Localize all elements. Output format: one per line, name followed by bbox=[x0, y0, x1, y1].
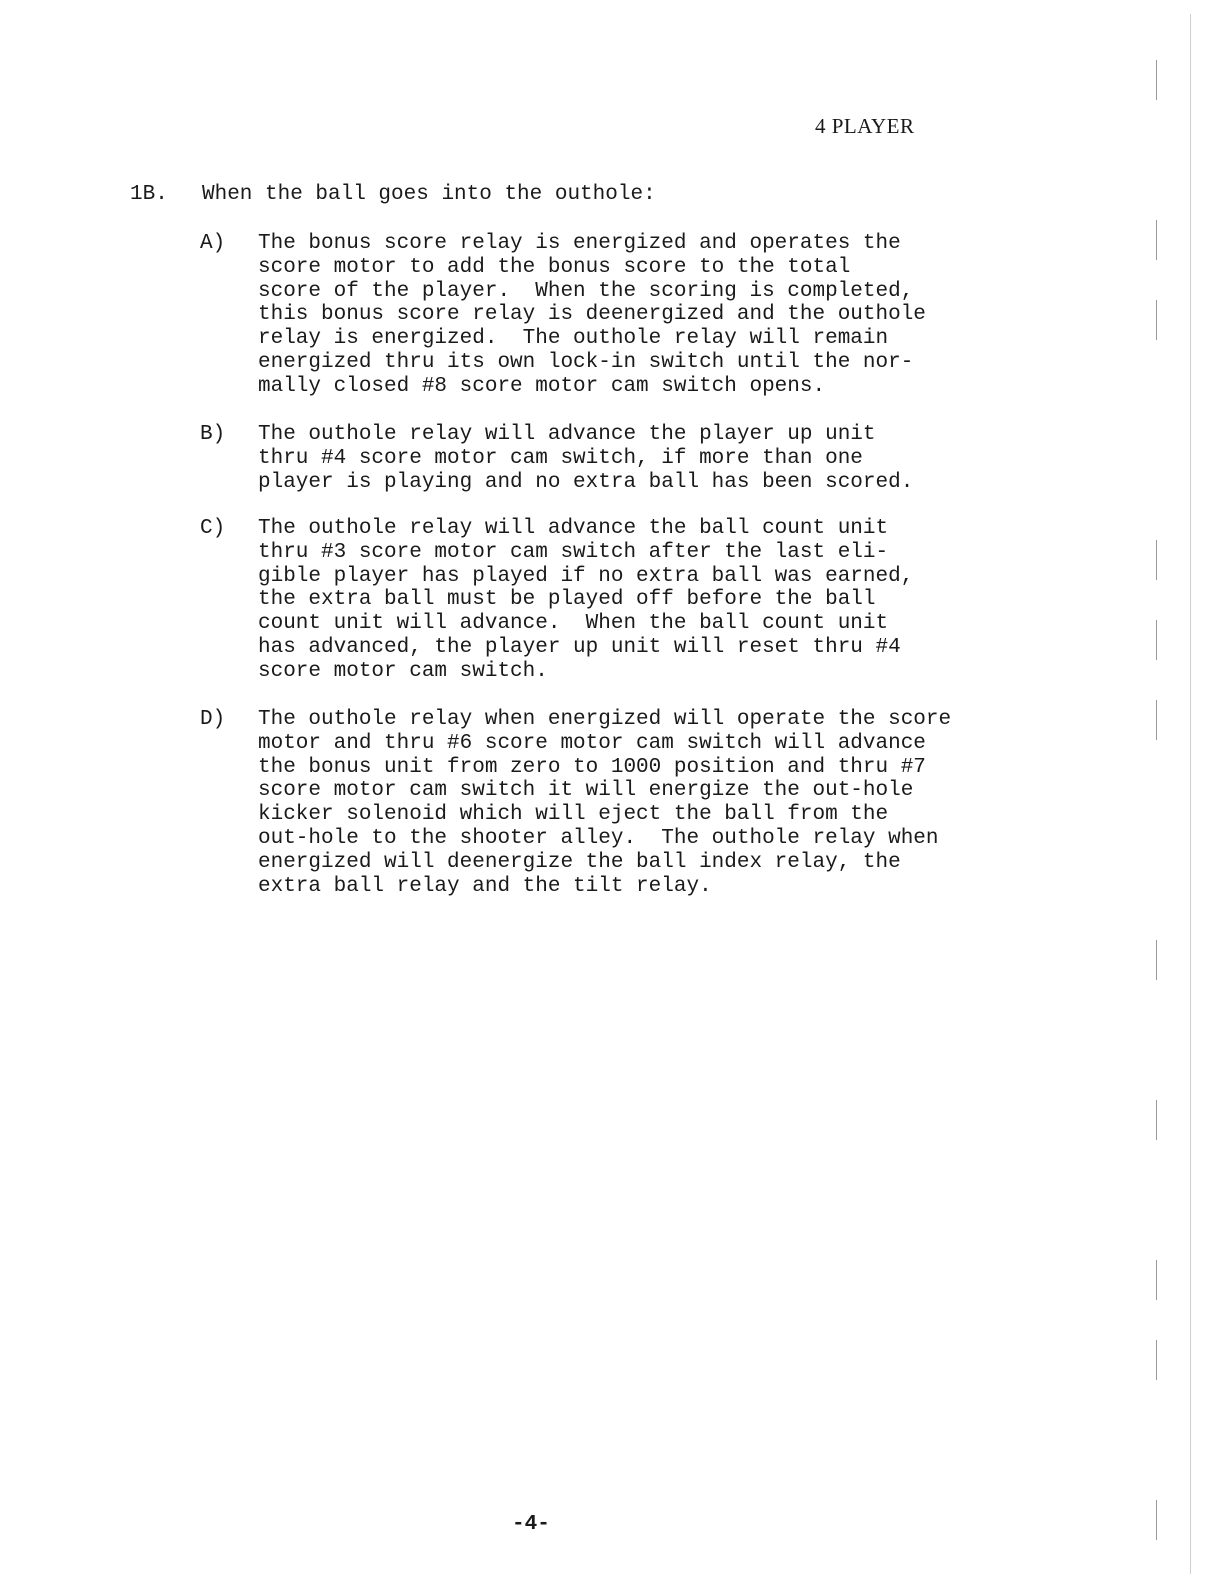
scan-mark bbox=[1156, 300, 1157, 340]
scan-mark bbox=[1156, 620, 1157, 660]
scan-mark bbox=[1156, 1100, 1157, 1140]
item-label: C) bbox=[200, 517, 226, 540]
scan-mark bbox=[1156, 1260, 1157, 1300]
item-label: A) bbox=[200, 232, 226, 255]
scan-mark bbox=[1156, 60, 1157, 100]
section-number: 1B. bbox=[130, 183, 168, 206]
item-text: The bonus score relay is energized and operates the score motor to add the bonus score to the total score of the player. When the scoring is completed, this bonus score relay is deenergized and the outhole relay is energized. The outhole relay will remain energized thru its own lock-in switch until the nor- mally closed #8 score motor cam switch opens. bbox=[258, 232, 926, 398]
scan-edge-line bbox=[1190, 14, 1191, 1574]
item-label: D) bbox=[200, 708, 226, 731]
scan-mark bbox=[1156, 540, 1157, 580]
item-label: B) bbox=[200, 423, 226, 446]
item-text: The outhole relay will advance the ball count unit thru #3 score motor cam switch after the last eli- gible player has played if no extra ball was earned, the extra ball must be played off before the ball count unit will advance. When the ball count unit has advanced, the player up unit will reset thru #4 score motor cam switch. bbox=[258, 517, 914, 683]
scan-mark bbox=[1156, 1340, 1157, 1380]
page-header: 4 PLAYER bbox=[815, 114, 915, 138]
item-text: The outhole relay when energized will operate the score motor and thru #6 score motor cam switch will advance the bonus unit from zero to 1000 position and thru #7 score motor cam switch it will energize the out-hole kicker solenoid which will eject the ball from the out-hole to the shooter alley. The outhole relay when energized will deenergize the ball index relay, the extra ball relay and the tilt relay. bbox=[258, 708, 952, 898]
scan-mark bbox=[1156, 220, 1157, 260]
section-heading: When the ball goes into the outhole: bbox=[202, 183, 656, 206]
scan-mark bbox=[1156, 1500, 1157, 1540]
scan-mark bbox=[1156, 940, 1157, 980]
item-text: The outhole relay will advance the player up unit thru #4 score motor cam switch, if more than one player is playing and no extra ball has been scored. bbox=[258, 423, 914, 494]
scan-mark bbox=[1156, 700, 1157, 740]
page-number: -4- bbox=[512, 1513, 550, 1536]
